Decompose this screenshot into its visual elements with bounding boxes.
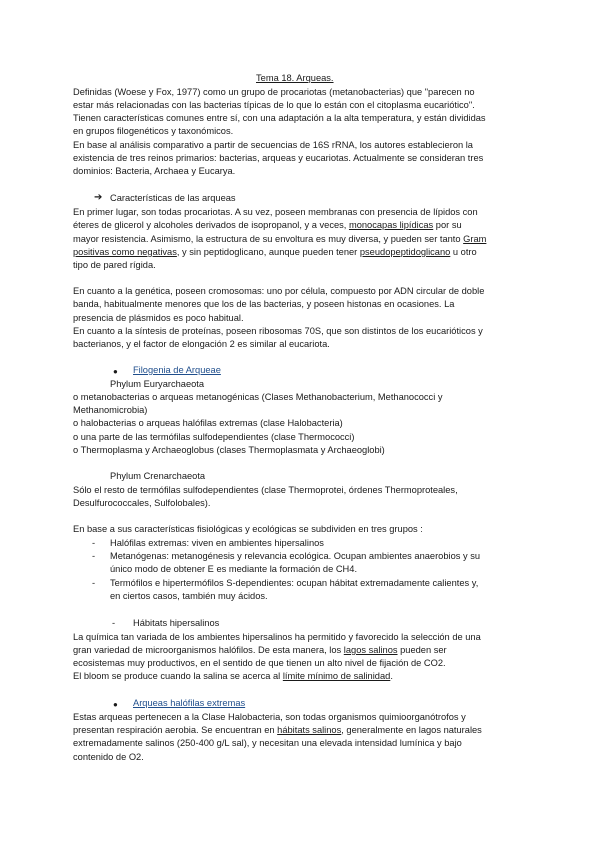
paragraph-line: presentan respiración aerobia. Se encuentran en hábitats salinos, generalmente en lagos naturales: [73, 725, 482, 735]
paragraph-line: mayor resistencia. Asimismo, la estructura de su envoltura es muy diversa, y pueden ser tanto Gram: [73, 234, 487, 244]
term-positivas-negativas: positivas como negativas: [73, 247, 177, 257]
paragraph-line: banda, habitualmente menores que los de las bacterias, y poseen histonas en ocasiones. La: [73, 299, 455, 309]
section-heading-caracteristicas: Características de las arqueas: [110, 193, 236, 203]
paragraph-line: Desulfurococcales, Sulfolobales).: [73, 498, 211, 508]
bullet-dot-icon: ●: [113, 700, 118, 709]
list-item: o una parte de las termófilas sulfodependientes (clase Thermococci): [73, 432, 355, 442]
paragraph-line: gran variedad de microorganismos halófilos. De esta manera, los lagos salinos pueden ser: [73, 645, 447, 655]
paragraph-line: contenido de O2.: [73, 752, 144, 762]
intro-line: dominios: Bacteria, Archaea y Eucarya.: [73, 166, 236, 176]
list-item: Halófilas extremas: viven en ambientes hipersalinos: [110, 538, 324, 548]
paragraph-line: En cuanto a la síntesis de proteínas, poseen ribosomas 70S, que son distintos de los eucarióticos y: [73, 326, 483, 336]
intro-line: Tienen características comunes entre sí, con una adaptación a la alta temperatura, y están divididas: [73, 113, 486, 123]
term-pseudopeptidoglicano: pseudopeptidoglicano: [359, 247, 451, 257]
paragraph-line: tipo de pared rígida.: [73, 260, 156, 270]
term-lagos-salinos: lagos salinos: [343, 645, 398, 655]
dash-bullet: -: [92, 538, 96, 548]
filogenia-heading-wrap: [133, 364, 221, 377]
paragraph-line: En cuanto a la genética, poseen cromosomas: uno por célula, compuesto por ADN circular de doble: [73, 286, 485, 296]
paragraph-line: En primer lugar, son todas procariotas. A su vez, poseen membranas con presencia de lípidos con: [73, 207, 478, 217]
dash-bullet: -: [92, 578, 96, 588]
paragraph-line: presencia de plásmidos es poco habitual.: [73, 313, 244, 323]
paragraph-line: Estas arqueas pertenecen a la Clase Halobacteria, son todas organismos quimioorganótrofos y: [73, 712, 466, 722]
arrow-bullet-icon: ➔: [94, 192, 103, 203]
dash-bullet: -: [112, 618, 116, 628]
section-heading-habitats: Hábitats hipersalinos: [133, 618, 220, 628]
paragraph-line: Sólo el resto de termófilas sulfodependientes (clase Thermoprotei, órdenes Thermoproteales,: [73, 485, 458, 495]
intro-line: En base al análisis comparativo a partir de secuencias de 16S rRNA, los autores establecieron la: [73, 140, 473, 150]
list-item: o halobacterias o arqueas halófilas extremas (clase Halobacteria): [73, 418, 343, 428]
term-habitats-salinos: hábitats salinos: [277, 725, 342, 735]
term-limite-minimo: límite mínimo de salinidad: [282, 671, 391, 681]
dash-bullet: -: [92, 551, 96, 561]
paragraph-line: éteres de glicerol y alcoholes derivados de isopropanol, y a veces, monocapas lipídicas por su: [73, 220, 462, 230]
paragraph-line: bacterianos, y el factor de elongación 2 es similar al eucariota.: [73, 339, 330, 349]
list-item: o metanobacterias o arqueas metanogénicas (Clases Methanobacterium, Methanococci y: [73, 392, 443, 402]
phylum-euryarchaeota: Phylum Euryarchaeota: [110, 379, 205, 389]
paragraph-line: La química tan variada de los ambientes hipersalinos ha permitido y favorecido la selección de una: [73, 632, 481, 642]
intro-line: existencia de tres reinos primarios: bacterias, arqueas y eucariotas. Actualmente se consideran tres: [73, 153, 484, 163]
list-item: Metanógenas: metanogénesis y relevancia ecológica. Ocupan ambientes anaerobios y su: [110, 551, 481, 561]
document-title: Tema 18. Arqueas.: [256, 73, 334, 83]
phylum-crenarchaeota: Phylum Crenarchaeota: [110, 471, 206, 481]
list-item: o Thermoplasma y Archaeoglobus (clases Thermoplasmata y Archaeoglobi): [73, 445, 385, 455]
list-item: único modo de obtener E es mediante la formación de CH4.: [110, 564, 358, 574]
intro-line: en grupos filogenéticos y taxonómicos.: [73, 126, 234, 136]
halofilas-heading-wrap: [133, 697, 245, 710]
intro-line: estar más relacionadas con las bacterias típicas de lo que lo están con el citoplasma eucariótico".: [73, 100, 475, 110]
link-arqueas-halofilas[interactable]: Arqueas halófilas extremas: [133, 698, 246, 708]
list-item: Methanomicrobia): [73, 405, 148, 415]
link-filogenia-arqueae[interactable]: Filogenia de Arqueae: [133, 365, 221, 375]
term-gram: Gram: [463, 234, 487, 244]
paragraph-line: En base a sus características fisiológicas y ecológicas se subdividen en tres grupos :: [73, 524, 423, 534]
intro-line: Definidas (Woese y Fox, 1977) como un grupo de procariotas (metanobacterias) que "parecen no: [73, 87, 475, 97]
paragraph-line: positivas como negativas, y sin peptidoglicano, aunque pueden tener pseudopeptidoglicano u otro: [73, 247, 477, 257]
term-monocapas-lipidicas: monocapas lipídicas: [348, 220, 434, 230]
list-item: en ciertos casos, también muy ácidos.: [110, 591, 268, 601]
paragraph-line: extremadamente salinos (250-400 g/L sal), y necesitan una elevada intensidad lumínica y bajo: [73, 738, 462, 748]
paragraph-line: ecosistemas muy productivos, en el sentido de que tienen un alto nivel de fijación de CO2.: [73, 658, 446, 668]
bullet-dot-icon: ●: [113, 367, 118, 376]
list-item: Termófilos e hipertermófilos S-dependientes: ocupan hábitat extremadamente calientes y,: [110, 578, 479, 588]
paragraph-line: El bloom se produce cuando la salina se acerca al límite mínimo de salinidad.: [73, 671, 393, 681]
